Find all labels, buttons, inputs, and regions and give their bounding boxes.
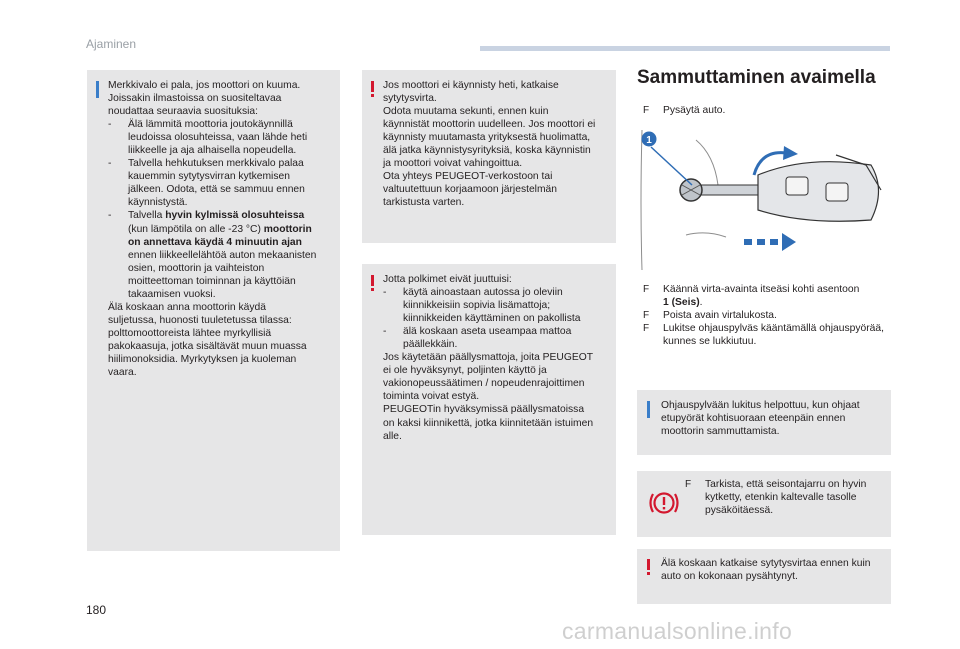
list-item: - älä koskaan aseta useampaa mattoa päällekkäin. (383, 326, 572, 351)
warning-text: Jotta polkimet eivät juuttuisi: - käytä ainoastaan autossa jo oleviin kiinnikkeisiin sopivia lisämattoja; kiinnikkeiden käyttäminen on pakollista - älä koskaan aseta useampaa mattoa päällekkäin. Jos käytetään päällysmattoja, joita PEUGEOT ei ole hyväksynyt, poljinten käyttö ja vakionopeussäätimen / nopeudenrajoittimen toiminta voivat estyä. PEUGEOTin hyväksymissä päällysmatoissa on kaksi kiinnikettä, jotka kiinnitetään istuimen alle. (383, 273, 615, 443)
list-item: - Talvella hehkutuksen merkkivalo palaa kauemmin sytytysvirran kytkemisen jälkeen. Odota, että se sammuu ennen käynnistystä. (108, 158, 305, 209)
warning-box-engine-start (362, 70, 616, 243)
warning-text: Jos moottori ei käynnisty heti, katkaise sytytysvirta. Odota muutama sekunti, ennen kuin käynnistät moottorin uudelleen. Jos moottori ei käynnisty muutamasta yrityksestä huolimatta, älä jatka käynnistysyrityksiä, koska käynnistin ja moottori voivat vahingoittua. Ota yhteys PEUGEOT-verkostoon tai valtuutettuun korjaamoon järjestelmän tarkistusta varten. (383, 80, 596, 209)
section-header: Ajaminen (86, 37, 137, 51)
list-item: - käytä ainoastaan autossa jo oleviin kiinnikkeisiin sopivia lisämattoja; kiinnikkeiden käyttäminen on pakollista (383, 287, 581, 325)
check-box-parking-brake (637, 471, 891, 537)
brake-warning-icon (647, 488, 681, 518)
info-icon (647, 401, 650, 418)
warning-box-ignition (637, 549, 891, 604)
text-line: Joissakin ilmastoissa on suositeltavaa (108, 93, 282, 105)
step-turn-key: F Käännä virta-avainta itseäsi kohti asentoon 1 (Seis). (643, 284, 860, 308)
info-text: Ohjauspylvään lukitus helpottuu, kun ohjaat etupyörät kohtisuoraan eteenpäin ennen moottorin sammuttamista. (661, 400, 860, 438)
step-remove-key: F Poista avain virtalukosta. (643, 310, 777, 321)
key-ignition-illustration (636, 125, 886, 275)
warning-icon (371, 81, 374, 98)
list-item: - Talvella hyvin kylmissä olosuhteissa (kun lämpötila on alle -23 °C) moottorin on annettava käydä 4 minuutin ajan ennen liikkeellelähtöä auton mekaanisten osien, moottorin ja vaihteiston moitteettoman toiminnan ja käyttöiän takaamisen vuoksi. (108, 210, 317, 300)
pull-out-arrow-icon (744, 233, 796, 251)
info-text: Merkkivalo ei pala, jos moottori on kuuma. Joissakin ilmastoissa on suositeltavaa noudattaa seuraavia suosituksia: - Älä lämmitä moottoria joutokäynnillä leudoissa olosuhteissa, vaan lähde heti liikkeelle ja aja alhaisella nopeudella. - Talvella hehkutuksen merkkivalo palaa kauemmin sytytysvirran kytkemisen jälkeen. Odota, että se sammuu ennen käynnistystä. - Talvella hyvin kylmissä olosuhteissa (kun lämpötila on alle -23 °C) moottorin on annettava käydä 4 minuutin ajan ennen liikkeellelähtöä auton mekaanisten osien, moottorin ja vaihteiston moitteettoman toiminnan ja käyttöiän takaamisen vuoksi. Älä koskaan anna moottorin käydä suljetussa, huonosti tuuletetussa tilassa: polttomoottoreista lähtee myrkyllisiä pakokaasuja, jotka sisältävät muun muassa hiilimonoksidia. Myrkytyksen ja kuoleman vaara. (108, 79, 338, 379)
bullet-icon: F (643, 284, 650, 295)
watermark: carmanualsonline.info (562, 618, 793, 644)
key-icon (680, 155, 881, 221)
bullet-icon: F (685, 479, 692, 490)
text-line: noudattaa seuraavia suosituksia: (108, 106, 258, 118)
bullet-icon: F (643, 105, 650, 116)
step-lock-column: F Lukitse ohjauspylväs kääntämällä ohjauspyörää, kunnes se lukkiutuu. (643, 323, 884, 347)
warning-icon (647, 559, 650, 576)
callout-line (651, 147, 692, 185)
rotate-arrow-head (783, 146, 798, 160)
warning-box-pedals (362, 264, 616, 535)
steering-column-outline (641, 130, 642, 270)
bullet-icon: F (643, 310, 650, 321)
dashboard-outline (696, 140, 718, 185)
section-title: Sammuttaminen avaimella (637, 67, 876, 88)
info-icon (96, 81, 99, 98)
header-bar (480, 46, 890, 51)
info-box-steering-lock (637, 390, 891, 455)
info-box-engine-warm (87, 70, 340, 551)
figure-badge: 1 (646, 135, 652, 146)
warning-text: Älä koskaan katkaise sytytysvirtaa ennen kuin auto on kokonaan pysähtynyt. (661, 558, 871, 583)
warning-icon (371, 275, 374, 292)
step-stop-car: F Pysäytä auto. (643, 105, 726, 116)
page-number: 180 (86, 603, 107, 617)
text-line: Merkkivalo ei pala, jos moottori on kuuma. (108, 80, 301, 91)
ignition-outline (686, 233, 726, 237)
list-item: - Älä lämmitä moottoria joutokäynnillä leudoissa olosuhteissa, vaan lähde heti liikkeelle ja aja alhaisella nopeudella. (108, 119, 308, 157)
bullet-icon: F (643, 323, 650, 334)
check-text: F Tarkista, että seisontajarru on hyvin kytketty, etenkin kaltevalle tasolle pysäköitäessä. (685, 479, 867, 516)
